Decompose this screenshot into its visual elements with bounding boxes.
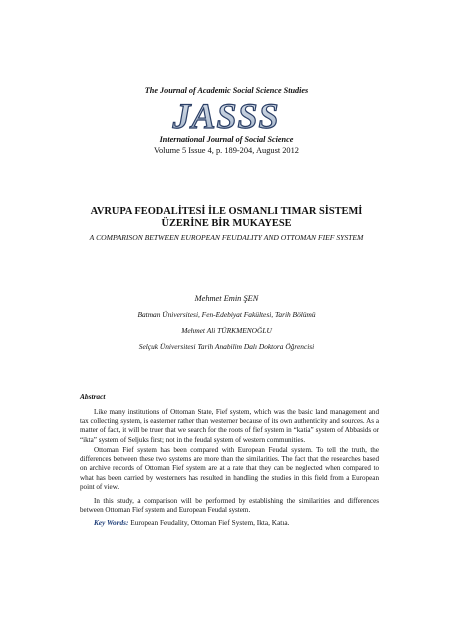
volume-info: Volume 5 Issue 4, p. 189-204, August 2012 <box>153 146 299 155</box>
article-subtitle: A COMPARISON BETWEEN EUROPEAN FEUDALITY AND OTTOMAN FIEF SYSTEM <box>89 233 364 242</box>
journal-subtitle: International Journal of Social Science <box>159 135 294 144</box>
affiliation-1: Batman Üniversitesi, Fen-Edebiyat Fakültesi, Tarih Bölümü <box>137 310 316 319</box>
abstract-heading: Abstract <box>80 392 106 401</box>
title-line-1: AVRUPA FEODALİTESİ İLE OSMANLI TIMAR SİSTEMİ <box>90 206 363 217</box>
affiliation-2: Selçuk Üniversitesi Tarih Anabilim Dalı Doktora Öğrencisi <box>138 342 315 351</box>
keywords-label: Key Words: <box>94 518 129 527</box>
abstract-paragraph-3: In this study, a comparison will be performed by establishing the similarities and differences between Ottoman Fief system and European Feudal system. <box>80 497 379 515</box>
abstract-paragraph-1: Like many institutions of Ottoman State, Fief system, which was the basic land management and tax collecting system, is easterner rather than westerner because of its own authenticity and sources. As a matter of fact, it will be truer that we search for the roots of fief system in “katia” system of Abbasids or “ikta” system of Seljuks first; not in the feudal system of western communities. <box>80 408 379 444</box>
author-2: Mehmet Ali TÜRKMENOĞLU <box>181 326 272 335</box>
article-title <box>0 206 453 230</box>
title-line-2: ÜZERİNE BİR MUKAYESE <box>161 218 292 229</box>
keywords <box>94 518 289 527</box>
abstract-paragraph-2: Ottoman Fief system has been compared with European Feudal system. To tell the truth, the differences between these two systems are more than the similarities. The fact that the researches based on archive records of Ottoman Fief system are at a rate that they can be neglected when compared to what has been carried by westerners has resulted in handling the studies in this field from a European point of view. <box>80 446 379 491</box>
logo-text: JASSS <box>172 97 280 135</box>
keywords-list: European Feudality, Ottoman Fief System, Ikta, Katıa. <box>128 518 290 527</box>
jasss-logo <box>146 97 306 135</box>
journal-name: The Journal of Academic Social Science Studies <box>144 86 309 95</box>
author-1: Mehmet Emin ŞEN <box>194 294 259 303</box>
